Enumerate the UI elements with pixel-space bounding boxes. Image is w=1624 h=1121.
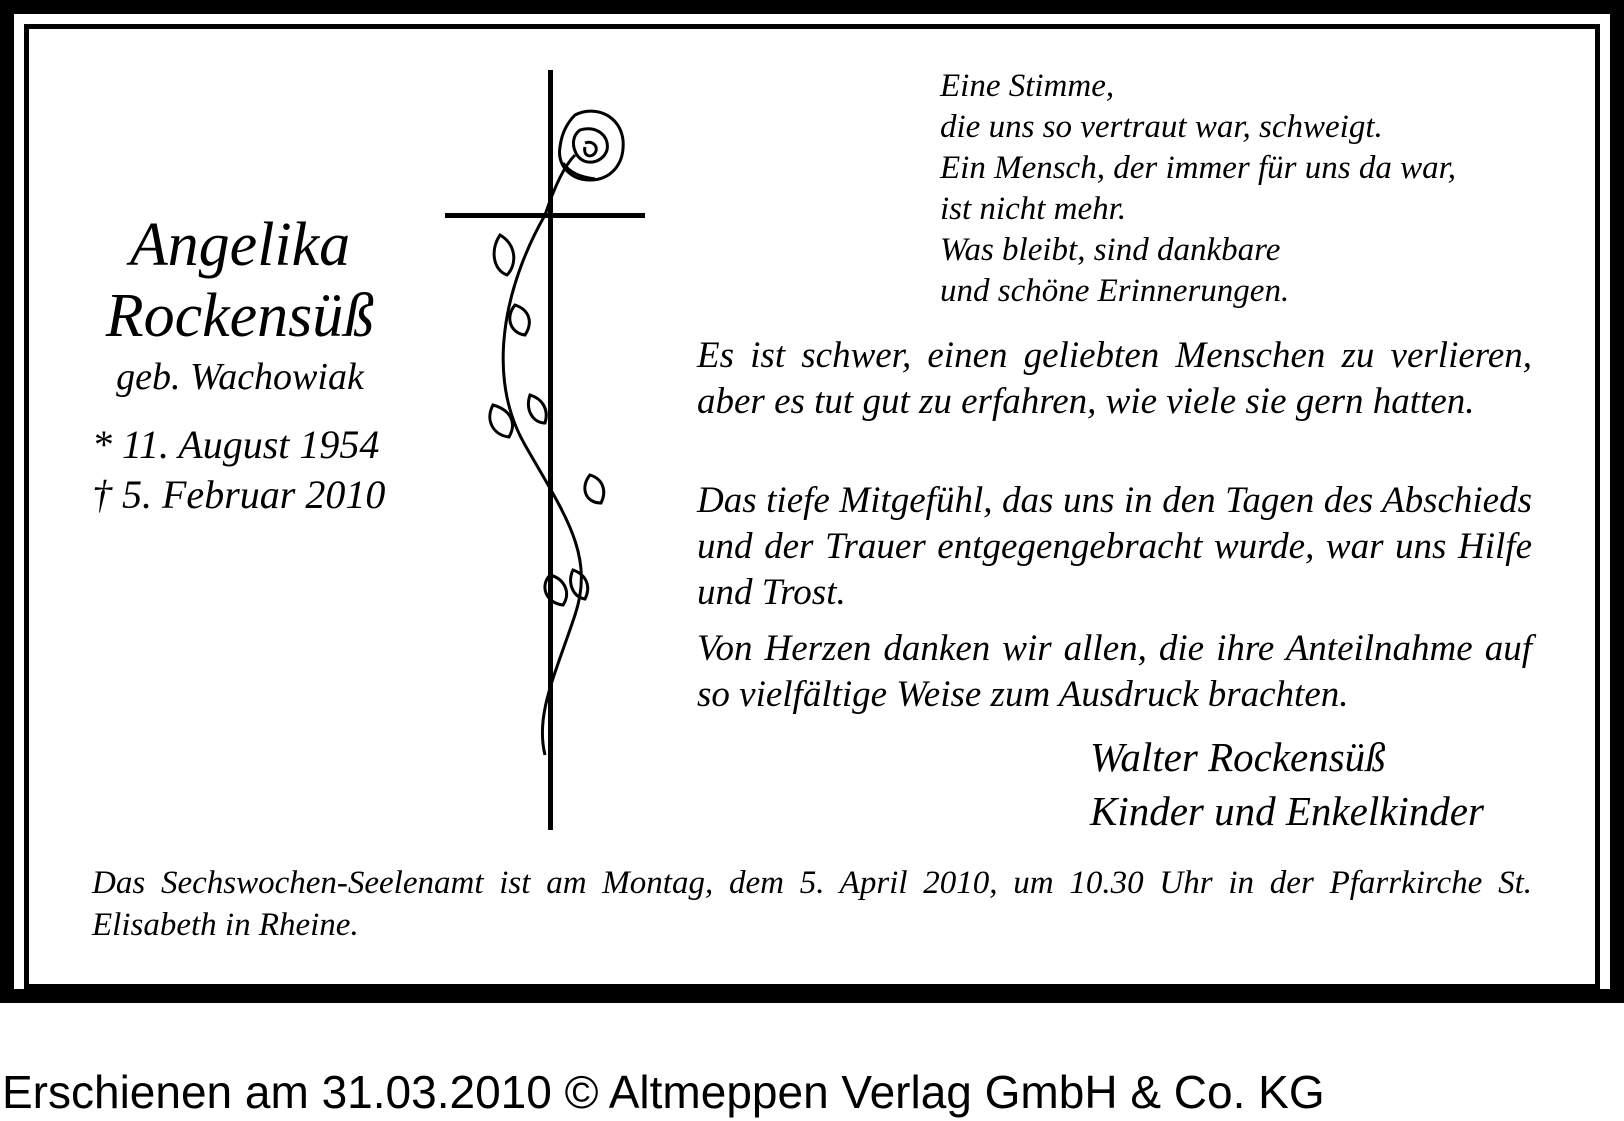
first-name: Angelika	[129, 211, 351, 279]
deceased-name-block	[70, 210, 410, 402]
birth-date: * 11. August 1954	[92, 422, 380, 467]
maiden-name: geb. Wachowiak	[116, 356, 364, 398]
poem-line: Ein Mensch, der immer für uns da war,	[940, 150, 1457, 186]
poem-line: die uns so vertraut war, schweigt.	[940, 109, 1383, 145]
signature-block	[1090, 730, 1484, 838]
poem-line: ist nicht mehr.	[940, 191, 1127, 227]
publication-caption: Erschienen am 31.03.2010 © Altmeppen Verlag GmbH & Co. KG	[2, 1066, 1325, 1118]
thanks-paragraph-1: Es ist schwer, einen geliebten Menschen zu verlieren, aber es tut gut zu erfahren, wie viele sie gern hatten.	[697, 335, 1532, 422]
thanks-paragraph-2: Das tiefe Mitgefühl, das uns in den Tagen des Abschieds und der Trauer entgegengebracht wurde, war uns Hilfe und Trost.	[697, 480, 1532, 613]
memorial-poem	[940, 66, 1456, 312]
last-name: Rockensüß	[105, 282, 375, 350]
service-announcement: Das Sechswochen-Seelenamt ist am Montag, dem 5. April 2010, um 10.30 Uhr in der Pfarrkirche St. Elisabeth in Rheine.	[92, 865, 1532, 943]
cross-with-rose-icon	[445, 55, 660, 835]
death-date: † 5. Februar 2010	[92, 472, 386, 517]
poem-line: und schöne Erinnerungen.	[940, 273, 1290, 309]
poem-line: Was bleibt, sind dankbare	[940, 232, 1281, 268]
poem-line: Eine Stimme,	[940, 68, 1115, 104]
thanks-paragraph-3: Von Herzen danken wir allen, die ihre Anteilnahme auf so vielfältige Weise zum Ausdruck brachten.	[697, 628, 1532, 715]
signature-line: Walter Rockensüß	[1090, 734, 1386, 780]
signature-line: Kinder und Enkelkinder	[1090, 788, 1484, 834]
life-dates	[92, 420, 385, 520]
